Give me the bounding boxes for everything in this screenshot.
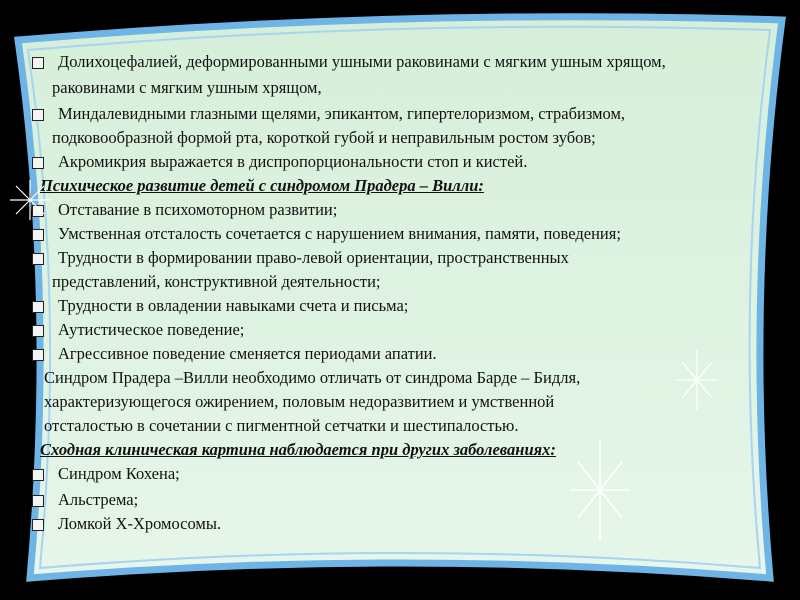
sparkle-icon: [10, 180, 50, 220]
sparkle-icon: [560, 440, 640, 540]
slide-text-line: Умственная отсталость сочетается с нарушением внимания, памяти, поведения;: [58, 224, 621, 243]
slide-text-line: Отставание в психомоторном развитии;: [58, 200, 338, 219]
slide-text-line: отсталостью в сочетании с пигментной сетчатки и шестипалостью.: [44, 416, 519, 435]
slide-text-line: Акромикрия выражается в диспропорциональности стоп и кистей.: [58, 152, 528, 171]
bullet-marker: [32, 469, 44, 481]
slide-text-line: Ломкой Х-Хромосомы.: [58, 514, 222, 533]
slide-text-line: Аутистическое поведение;: [58, 320, 245, 339]
bullet-marker: [32, 349, 44, 361]
slide-text-line: Трудности в овладении навыками счета и письма;: [58, 296, 409, 315]
slide-text-line: представлений, конструктивной деятельности;: [52, 272, 381, 291]
bullet-marker: [32, 301, 44, 313]
slide-text-line: раковинами с мягким ушным хрящом,: [52, 78, 322, 97]
section-heading: Психическое развитие детей с синдромом Прадера – Вилли:: [40, 176, 484, 195]
bullet-marker: [32, 157, 44, 169]
slide-text-line: характеризующегося ожирением, половым недоразвитием и умственной: [44, 392, 555, 411]
section-heading: Сходная клиническая картина наблюдается при других заболеваниях:: [40, 440, 556, 459]
bullet-marker: [32, 109, 44, 121]
bullet-marker: [32, 495, 44, 507]
slide-text-line: Долихоцефалией, деформированными ушными раковинами с мягким ушным хрящом,: [58, 52, 666, 71]
slide-text-line: Трудности в формировании право-левой ориентации, пространственных: [58, 248, 569, 267]
bullet-marker: [32, 229, 44, 241]
slide-text-line: подковообразной формой рта, короткой губой и неправильным ростом зубов;: [52, 128, 596, 147]
slide-text-line: Миндалевидными глазными щелями, эпикантом, гипертелоризмом, страбизмом,: [58, 104, 626, 123]
slide-text-line: Агрессивное поведение сменяется периодами апатии.: [58, 344, 437, 363]
slide-text-line: Синдром Кохена;: [58, 464, 180, 483]
slide-text-line: Альстрема;: [58, 490, 139, 509]
slide-text-line: Синдром Прадера –Вилли необходимо отличать от синдрома Барде – Бидля,: [44, 368, 581, 387]
bullet-marker: [32, 57, 44, 69]
bullet-marker: [32, 519, 44, 531]
bullet-marker: [32, 253, 44, 265]
sparkle-icon: [672, 350, 722, 410]
bullet-marker: [32, 325, 44, 337]
